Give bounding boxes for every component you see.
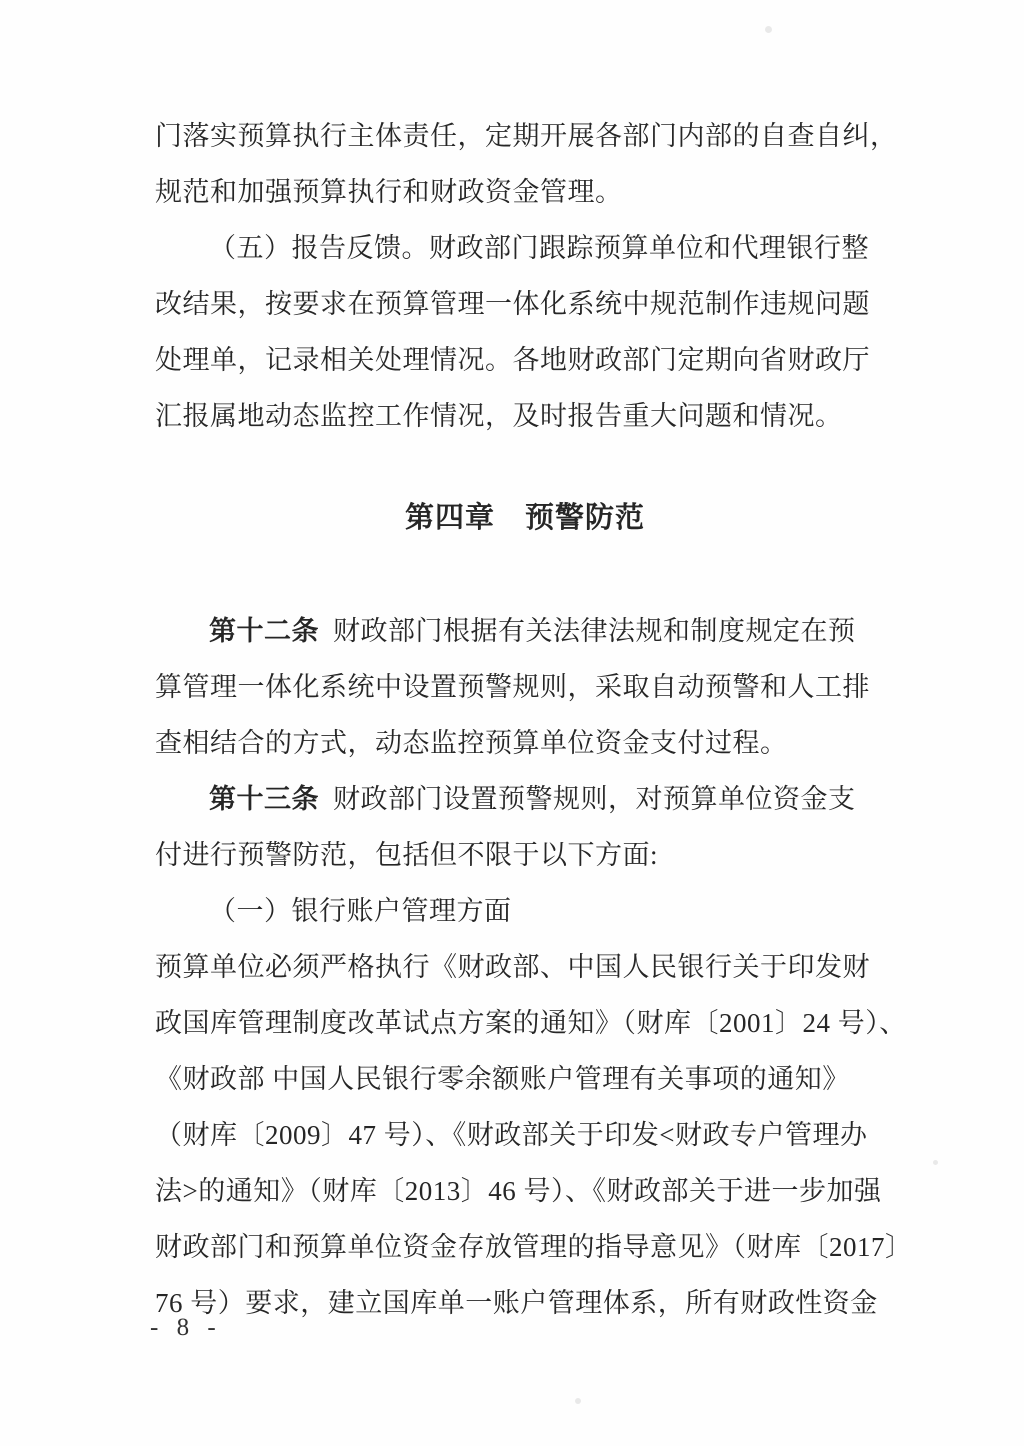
paragraph-line: 改结果，按要求在预算管理一体化系统中规范制作违规问题 (155, 289, 870, 319)
paragraph-line: （五）报告反馈。财政部门跟踪预算单位和代理银行整 (209, 233, 869, 263)
paragraph-line: 汇报属地动态监控工作情况，及时报告重大问题和情况。 (155, 401, 843, 431)
scan-artifact-speck (575, 1398, 581, 1404)
chapter-heading: 第四章 预警防范 (404, 502, 645, 534)
paragraph-line: 算管理一体化系统中设置预警规则，采取自动预警和人工排 (155, 672, 870, 702)
paragraph-line: 门落实预算执行主体责任，定期开展各部门内部的自查自纠， (155, 121, 898, 151)
paragraph-line: 法>的通知》（财库〔2013〕46 号）、《财政部关于进一步加强 (155, 1176, 882, 1206)
document-body (155, 108, 913, 1331)
paragraph-line: （财库〔2009〕47 号）、《财政部关于印发<财政专户管理办 (155, 1120, 868, 1150)
scan-artifact-speck (765, 26, 772, 33)
paragraph-line (155, 603, 895, 659)
article-number: 第十三条 (209, 784, 319, 814)
list-item-heading: （一）银行账户管理方面 (209, 896, 512, 926)
scan-artifact-speck (933, 1160, 938, 1165)
paragraph-line: 预算单位必须严格执行《财政部、中国人民银行关于印发财 (155, 952, 870, 982)
paragraph-line: 规范和加强预算执行和财政资金管理。 (155, 177, 623, 207)
paragraph-line: 查相结合的方式，动态监控预算单位资金支付过程。 (155, 728, 788, 758)
article-text: 财政部门设置预警规则，对预算单位资金支 (333, 784, 856, 814)
page-number: - 8 - (150, 1314, 222, 1341)
paragraph-line: 付进行预警防范，包括但不限于以下方面: (155, 840, 659, 870)
paragraph-line: 政国库管理制度改革试点方案的通知》（财库〔2001〕24 号）、 (155, 1008, 907, 1038)
paragraph-line (155, 771, 895, 827)
article-text: 财政部门根据有关法律法规和制度规定在预 (333, 616, 856, 646)
paragraph-line: 76 号）要求，建立国库单一账户管理体系，所有财政性资金 (155, 1288, 878, 1318)
paragraph-line: 处理单，记录相关处理情况。各地财政部门定期向省财政厅 (155, 345, 870, 375)
article-number: 第十二条 (209, 616, 319, 646)
paragraph-line: 财政部门和预算单位资金存放管理的指导意见》（财库〔2017〕 (155, 1232, 913, 1262)
paragraph-line: 《财政部 中国人民银行零余额账户管理有关事项的通知》 (155, 1064, 850, 1094)
